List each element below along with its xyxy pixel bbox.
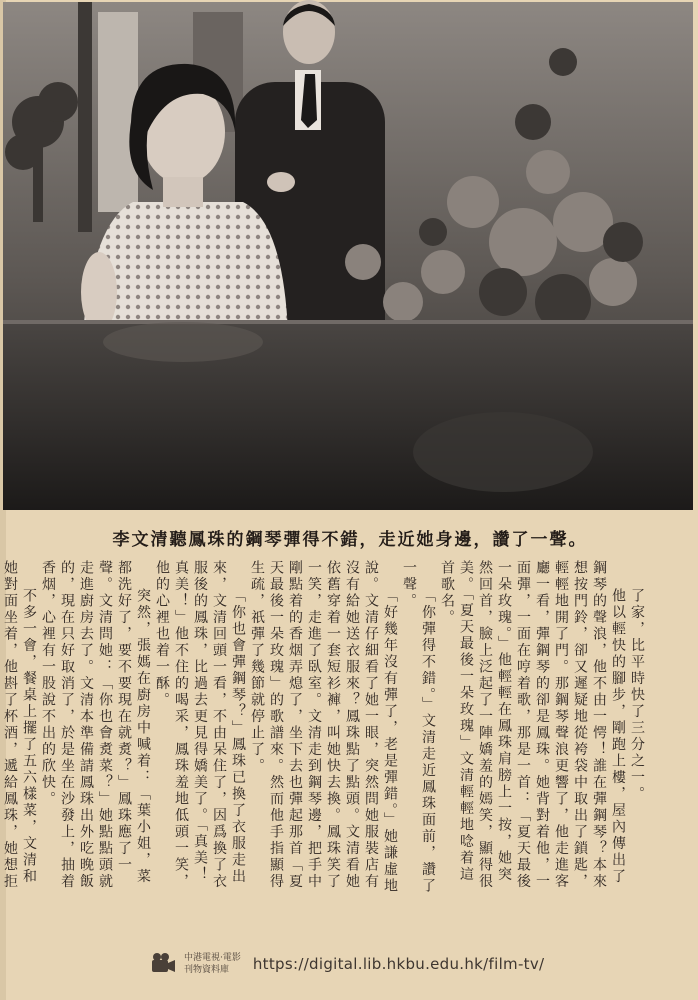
article-body bbox=[2, 560, 646, 895]
archive-logo-text bbox=[184, 952, 241, 976]
photo-caption: 李文清聽鳳珠的鋼琴彈得不錯，走近她身邊，讚了一聲。 bbox=[112, 530, 588, 550]
watermark-footer bbox=[150, 948, 690, 980]
logo-line: 刊物資料庫 bbox=[184, 965, 230, 975]
logo-line: 中港電視·電影 bbox=[184, 953, 241, 963]
source-url[interactable]: https://digital.lib.hkbu.edu.hk/film-tv/ bbox=[252, 955, 545, 973]
article-paragraph: 他以輕快的腳步，剛跑上樓，屋內傳出了鋼琴的聲浪，他不由一愕！誰在彈鋼琴？本來想按門鈴，卻又遲疑地從袴袋中取出了鎖匙，輕輕地開了門。那鋼琴聲浪更響了，他走進客廳一看，彈鋼琴的卻是鳳珠。她背對着他，一面彈，一面在哼着歌，那是一首：「夏天最後一朵玫瑰。」他輕輕在鳳珠肩膀上一按，她突然回首，臉上泛起了一陣嬌羞的嫣笑，顯得很美。「夏天最後一朵玫瑰」文清輕輕地唸着這首歌名。 bbox=[439, 560, 626, 890]
article-paragraph: 突然，張媽在廚房中喊着：「葉小姐，菜都洗好了，要不要現在就煑？」鳳珠應了一聲。文清問她：「你也會煑菜？」她點點頭就走進廚房去了。文清本準備請鳳珠出外吃晚飯的，現在只好取消了，於是坐在沙發上，抽着香烟，心裡有一股說不出的欣快。 bbox=[40, 560, 151, 890]
article-paragraph: 不多一會，餐桌上擺了五六樣菜，文清和她對面坐着，他斟了杯酒，遞給鳳珠，她想拒 bbox=[2, 560, 37, 890]
article-paragraph: 「好幾年沒有彈了，老是彈錯。」她謙虛地說。文清仔細看了她一眼，突然問她服裝店有沒有給她送衣服來？鳳珠點了點頭。文清看她依舊穿着一套短衫褲，叫她快去換。鳳珠笑了一笑，走進了臥室。文清走到鋼琴邊，把手中剛點着的香烟弄熄了，坐下去也彈起那首「夏天最後一朵玫瑰」的歌譜來。然而他手指顯得生疏，祇彈了幾節就停止了。 bbox=[249, 560, 398, 895]
article-paragraph: 「你也會彈鋼琴？」鳳珠已換了衣服走出來，文清回頭一看，不由呆住了，因爲換了衣服後的鳳珠，比過去更見得嬌美了。「真美！真美！」他不住的喝采，鳳珠羞地低頭一笑，他的心裡也着一酥。 bbox=[154, 560, 246, 890]
article-paragraph: 了家，比平時快了三分之一。 bbox=[629, 588, 645, 803]
film-camera-logo-icon bbox=[150, 951, 176, 977]
film-still-photo bbox=[3, 2, 693, 510]
article-paragraph: 「你彈得不錯。」文清走近鳳珠面前，讚了一聲。 bbox=[401, 560, 436, 895]
film-still-image bbox=[3, 2, 693, 510]
